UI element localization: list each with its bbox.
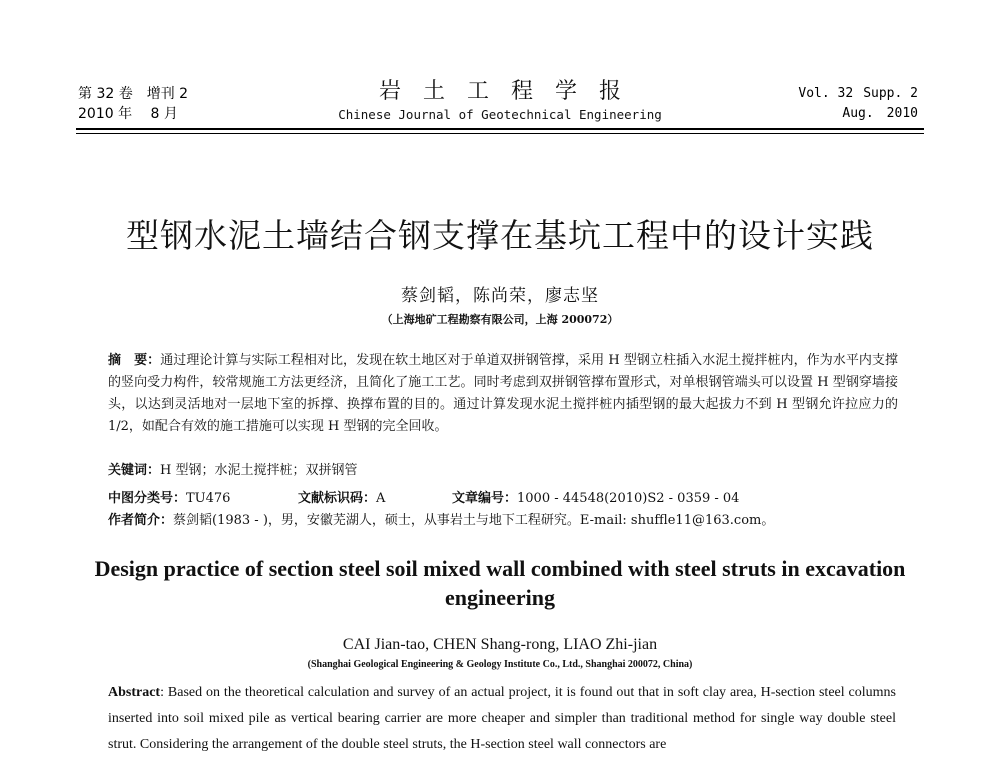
doc-code-label: 文献标识码：	[298, 491, 377, 506]
abstract-cn-label: 摘 要：	[108, 353, 161, 368]
header-supp: Supp. 2	[863, 86, 918, 101]
journal-title-en: Chinese Journal of Geotechnical Engineering	[338, 107, 662, 122]
clc-value: TU476	[186, 491, 231, 506]
header-issue-info	[78, 84, 188, 124]
doc-code-value: A	[376, 491, 386, 506]
author-bio-label: 作者简介：	[108, 513, 174, 528]
article-number-value: 1000 - 44548(2010)S2 - 0359 - 04	[517, 491, 740, 506]
author-bio	[108, 510, 908, 532]
header-vol: Vol. 32	[798, 86, 854, 101]
clc-number	[108, 488, 298, 510]
header-vol-supp	[798, 84, 918, 104]
affiliation-cn: （上海地矿工程勘察有限公司，上海 200072）	[381, 313, 619, 326]
header-year-month: 2010 年 8 月	[78, 106, 178, 122]
affiliation-en: (Shanghai Geological Engineering & Geology Institute Co., Ltd., Shanghai 200072, China)	[307, 659, 693, 670]
abstract-cn-text: 通过理论计算与实际工程相对比，发现在软土地区对于单道双拼钢管撑，采用 H 型钢立柱插入水泥土搅拌桩内，作为水平内支撑的竖向受力构件，较常规施工方法更经济，且简化了施工工艺。同时考虑到双拼钢管撑布置形式，对单根钢管端头可以设置 H 型钢穿墙接头，以达到灵活地对一层地下室的拆撑、换撑布置的目的。通过计算发现水泥土搅拌桩内插型钢的最大起拔力不到 H 型钢允许拉应力的 1/2，如配合有效的施工措施可以实现 H 型钢的完全回收。	[108, 353, 898, 434]
article-number	[452, 488, 739, 510]
authors-cn: 蔡剑韬，陈尚荣，廖志坚	[401, 286, 599, 306]
abstract-en-label: Abstract	[108, 685, 161, 700]
author-bio-text: 蔡剑韬(1983 - )，男，安徽芜湖人，硕士，从事岩土与地下工程研究。E-mail: shuffle11@163.com。	[173, 513, 775, 528]
keywords-cn	[108, 460, 898, 482]
paper-title-en: Design practice of section steel soil mixed wall combined with steel struts in excavation engineering	[94, 556, 906, 610]
article-number-label: 文章编号：	[452, 491, 518, 506]
document-code	[298, 488, 452, 510]
paper-title-cn: 型钢水泥土墙结合钢支撑在基坑工程中的设计实践	[126, 216, 874, 255]
journal-title-cn: 岩土工程学报	[378, 79, 643, 104]
abstract-cn	[108, 350, 898, 438]
abstract-en	[108, 680, 896, 758]
keywords-cn-text: H 型钢；水泥土搅拌桩；双拼钢管	[160, 463, 358, 478]
header-date: Aug. 2010	[842, 106, 918, 121]
keywords-cn-label: 关键词：	[108, 463, 161, 478]
clc-label: 中图分类号：	[108, 491, 187, 506]
header-rule-thick	[76, 128, 924, 130]
authors-en: CAI Jian-tao, CHEN Shang-rong, LIAO Zhi-jian	[342, 636, 658, 653]
header-volume-issue: 第 32 卷 增刊 2	[78, 86, 189, 102]
abstract-en-text: : Based on the theoretical calculation and survey of an actual project, it is found out that in soft clay area, H-section steel columns inserted into soil mixed pile as vertical bearing carrier are more cheaper and simpler than traditional method for single way double steel strut. Considering the arrangement of the double steel struts, the H-section steel wall connectors are	[108, 685, 896, 752]
classification-line	[108, 488, 898, 510]
header-volume-info	[798, 84, 918, 124]
header-rule-thin	[76, 133, 924, 134]
journal-masthead	[300, 78, 700, 124]
